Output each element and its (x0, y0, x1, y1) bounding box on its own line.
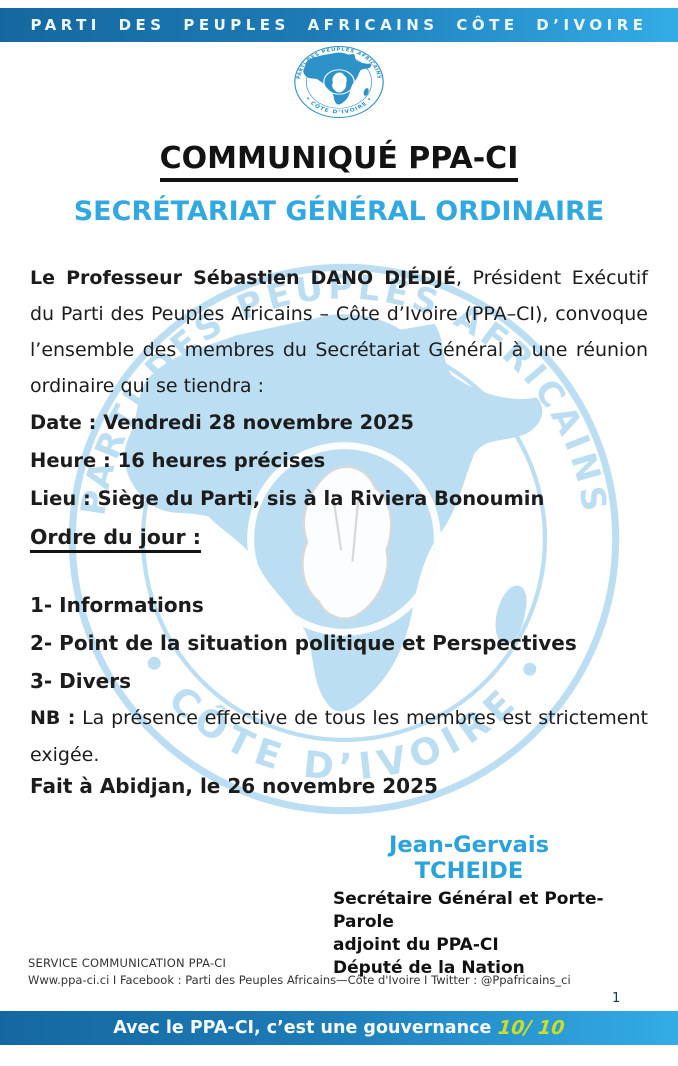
signature-role-1: Secrétaire Général et Porte-Parole (333, 889, 604, 932)
page-number: 1 (612, 991, 621, 1006)
signature-name: Jean-Gervais TCHEIDE (389, 832, 549, 884)
agenda-heading (30, 518, 648, 556)
agenda-item-3: 3- Divers (30, 669, 132, 693)
signature-role-2: adjoint du PPA-CI (333, 935, 499, 955)
footer-service-line: SERVICE COMMUNICATION PPA-CI (28, 956, 227, 970)
agenda-item-2: 2- Point de la situation politique et Perspectives (30, 631, 577, 655)
date-line: Date : Vendredi 28 novembre 2025 (30, 411, 414, 434)
intro-paragraph (30, 260, 648, 404)
page-subtitle: SECRÉTARIAT GÉNÉRAL ORDINAIRE (73, 196, 605, 227)
signature-role-3: Député de la Nation (333, 958, 525, 978)
nb-label: NB : (30, 707, 76, 729)
document-body (30, 260, 648, 980)
agenda-heading-text: Ordre du jour : (30, 525, 201, 553)
page-title (0, 138, 678, 182)
top-banner (0, 8, 678, 42)
bottom-banner-text: Avec le PPA-CI, c’est une gouvernance (113, 1018, 492, 1038)
page-title-text: COMMUNIQUÉ PPA-CI (160, 141, 519, 182)
agenda-item-1: 1- Informations (30, 593, 204, 617)
party-logo (293, 45, 385, 119)
intro-rest: , Président Exécutif du Parti des Peuples Africains – Côte d’Ivoire (PPA–CI), convoque l’ensemble des membres du Secrétariat Général à une réunion ordinaire qui se tiendra : (30, 267, 648, 397)
agenda-list (30, 586, 648, 700)
nb-paragraph (30, 700, 648, 774)
party-logo-icon (293, 45, 385, 119)
dateline: Fait à Abidjan, le 26 novembre 2025 (30, 774, 438, 798)
time-line: Heure : 16 heures précises (30, 449, 326, 472)
footer (28, 956, 571, 987)
place-line: Lieu : Siège du Parti, sis à la Riviera Bonoumin (30, 487, 545, 510)
banner-score: 10/ 10 (497, 1017, 566, 1039)
top-banner-text: PARTI DES PEUPLES AFRICAINS CÔTE D’IVOIRE (30, 16, 648, 34)
nb-text: La présence effective de tous les membres est strictement exigée. (30, 707, 648, 766)
bottom-banner (0, 1011, 678, 1045)
footer-contact-line: Www.ppa-ci.ci I Facebook : Parti des Peuples Africains—Côte d'Ivoire I Twitter : @Ppafricains_ci (28, 973, 571, 987)
intro-name: Le Professeur Sébastien DANO DJÉDJÉ (30, 267, 456, 289)
